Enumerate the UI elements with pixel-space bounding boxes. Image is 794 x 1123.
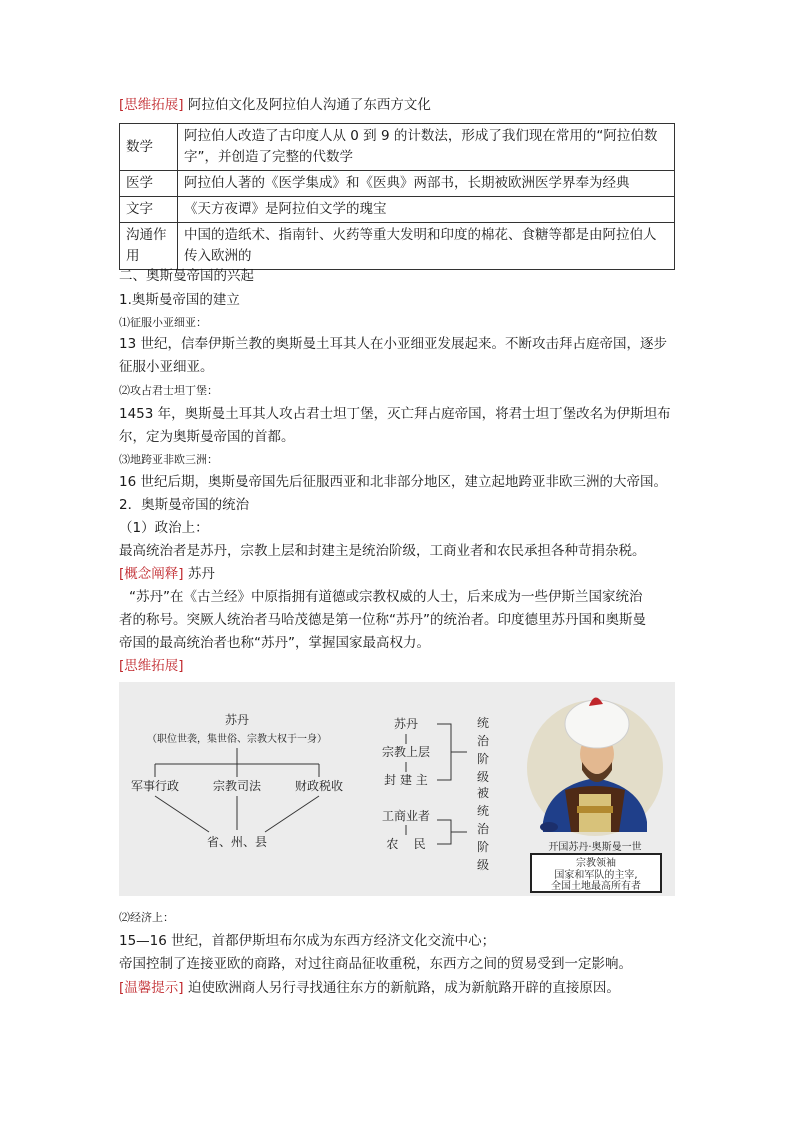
table-key: 医学 [120, 171, 178, 197]
table-value: 阿拉伯人改造了古印度人从 0 到 9 的计数法，形成了我们现在常用的“阿拉伯数字”，并创造了完整的代数学 [178, 124, 675, 171]
branch-military: 军事行政 [130, 779, 180, 793]
point-heading: ⑴征服小亚细亚： [119, 316, 207, 329]
branch-judicial: 宗教司法 [212, 779, 262, 793]
extension-tag: [思维拓展] [119, 97, 184, 113]
ruling-label-char: 级 [476, 770, 490, 784]
figure-drawing [119, 682, 675, 896]
table-key: 数学 [120, 124, 178, 171]
ottoman-structure-figure [119, 682, 675, 896]
paragraph-line: 帝国的最高统治者也称“苏丹”，掌握国家最高权力。 [119, 635, 430, 651]
arabic-culture-table [119, 123, 675, 270]
ruling-item: 宗教上层 [381, 745, 431, 759]
ruled-item: 工商业者 [381, 809, 431, 823]
paragraph-line: 1453 年，奥斯曼土耳其人攻占君士坦丁堡，灭亡拜占庭帝国，将君士坦丁堡改名为伊斯坦布 [119, 406, 671, 422]
subsection-title: 1.奥斯曼帝国的建立 [119, 292, 240, 308]
paragraph-line: 15—16 世纪，首都伊斯坦布尔成为东西方经济文化交流中心； [119, 933, 496, 949]
ruling-label-char: 统 [476, 716, 490, 730]
concept-tag: [概念阐释] [119, 566, 184, 582]
portrait-caption: 开国苏丹·奥斯曼一世 [548, 842, 642, 853]
table-key: 文字 [120, 197, 178, 223]
ruling-label-char: 阶 [476, 752, 490, 766]
sultan-role-line: 国家和军队的主宰, [554, 870, 638, 881]
table-key: 沟通作用 [120, 223, 178, 270]
sultan-note: （职位世袭，集世俗、宗教大权于一身） [147, 734, 327, 745]
paragraph-line: 者的称号。突厥人统治者马哈茂德是第一位称“苏丹”的统治者。印度德里苏丹国和奥斯曼 [119, 612, 646, 628]
paragraph-line: 最高统治者是苏丹，宗教上层和封建主是统治阶级，工商业者和农民承担各种苛捐杂税。 [119, 543, 646, 559]
ruling-item: 苏丹 [393, 717, 419, 731]
extension-heading [119, 95, 431, 115]
branch-finance: 财政税收 [294, 779, 344, 793]
table-value: 《天方夜谭》是阿拉伯文学的瑰宝 [178, 197, 675, 223]
section-title: 二、奥斯曼帝国的兴起 [119, 268, 254, 284]
tip-text: 迫使欧洲商人另行寻找通往东方的新航路，成为新航路开辟的直接原因。 [187, 980, 620, 996]
table-value: 中国的造纸术、指南针、火药等重大发明和印度的棉花、食糖等都是由阿拉伯人传入欧洲的 [178, 223, 675, 270]
ruling-item: 封 建 主 [384, 773, 428, 787]
concept-title: 苏丹 [187, 566, 215, 582]
paragraph-line: 13 世纪，信奉伊斯兰教的奥斯曼土耳其人在小亚细亚发展起来。不断攻击拜占庭帝国，逐步 [119, 336, 667, 352]
point-heading: ⑶地跨亚非欧三洲： [119, 453, 218, 466]
ruled-label-char: 阶 [476, 840, 490, 854]
sultan-portrait [527, 697, 663, 836]
ruling-label-char: 治 [476, 734, 490, 748]
ruled-label-char: 治 [476, 822, 490, 836]
ruled-label-char: 被 [476, 786, 490, 800]
extension-tag: [思维拓展] [119, 658, 184, 674]
point-heading: ⑵经济上： [119, 911, 174, 924]
tip-paragraph [119, 978, 620, 998]
point-heading: （1）政治上： [119, 520, 209, 536]
local-admin-label: 省、州、县 [206, 835, 268, 849]
paragraph-line: “苏丹”在《古兰经》中原指拥有道德或宗教权威的人士，后来成为一些伊斯兰国家统治 [129, 589, 643, 605]
extension-title: 阿拉伯文化及阿拉伯人沟通了东西方文化 [187, 97, 431, 113]
table-row [120, 171, 675, 197]
ruled-label-char: 级 [476, 858, 490, 872]
sultan-label: 苏丹 [224, 713, 250, 727]
sultan-role-line: 宗教领袖 [576, 858, 616, 869]
paragraph-line: 16 世纪后期，奥斯曼帝国先后征服西亚和北非部分地区，建立起地跨亚非欧三洲的大帝国。 [119, 474, 667, 490]
tip-tag: [温馨提示] [119, 980, 184, 996]
paragraph-line: 尔，定为奥斯曼帝国的首都。 [119, 429, 295, 445]
concept-heading [119, 564, 215, 584]
table-value: 阿拉伯人著的《医学集成》和《医典》两部书，长期被欧洲医学界奉为经典 [178, 171, 675, 197]
point-heading: ⑵攻占君士坦丁堡： [119, 384, 218, 397]
table-row [120, 124, 675, 171]
paragraph-line: 帝国控制了连接亚欧的商路，对过往商品征收重税，东西方之间的贸易受到一定影响。 [119, 956, 632, 972]
ruled-label-char: 统 [476, 804, 490, 818]
table-row [120, 197, 675, 223]
ruled-item: 农 民 [386, 837, 426, 851]
sultan-role-line: 全国土地最高所有者 [551, 881, 641, 892]
paragraph-line: 征服小亚细亚。 [119, 359, 214, 375]
subsection-title: 2．奥斯曼帝国的统治 [119, 497, 250, 513]
table-row [120, 223, 675, 270]
